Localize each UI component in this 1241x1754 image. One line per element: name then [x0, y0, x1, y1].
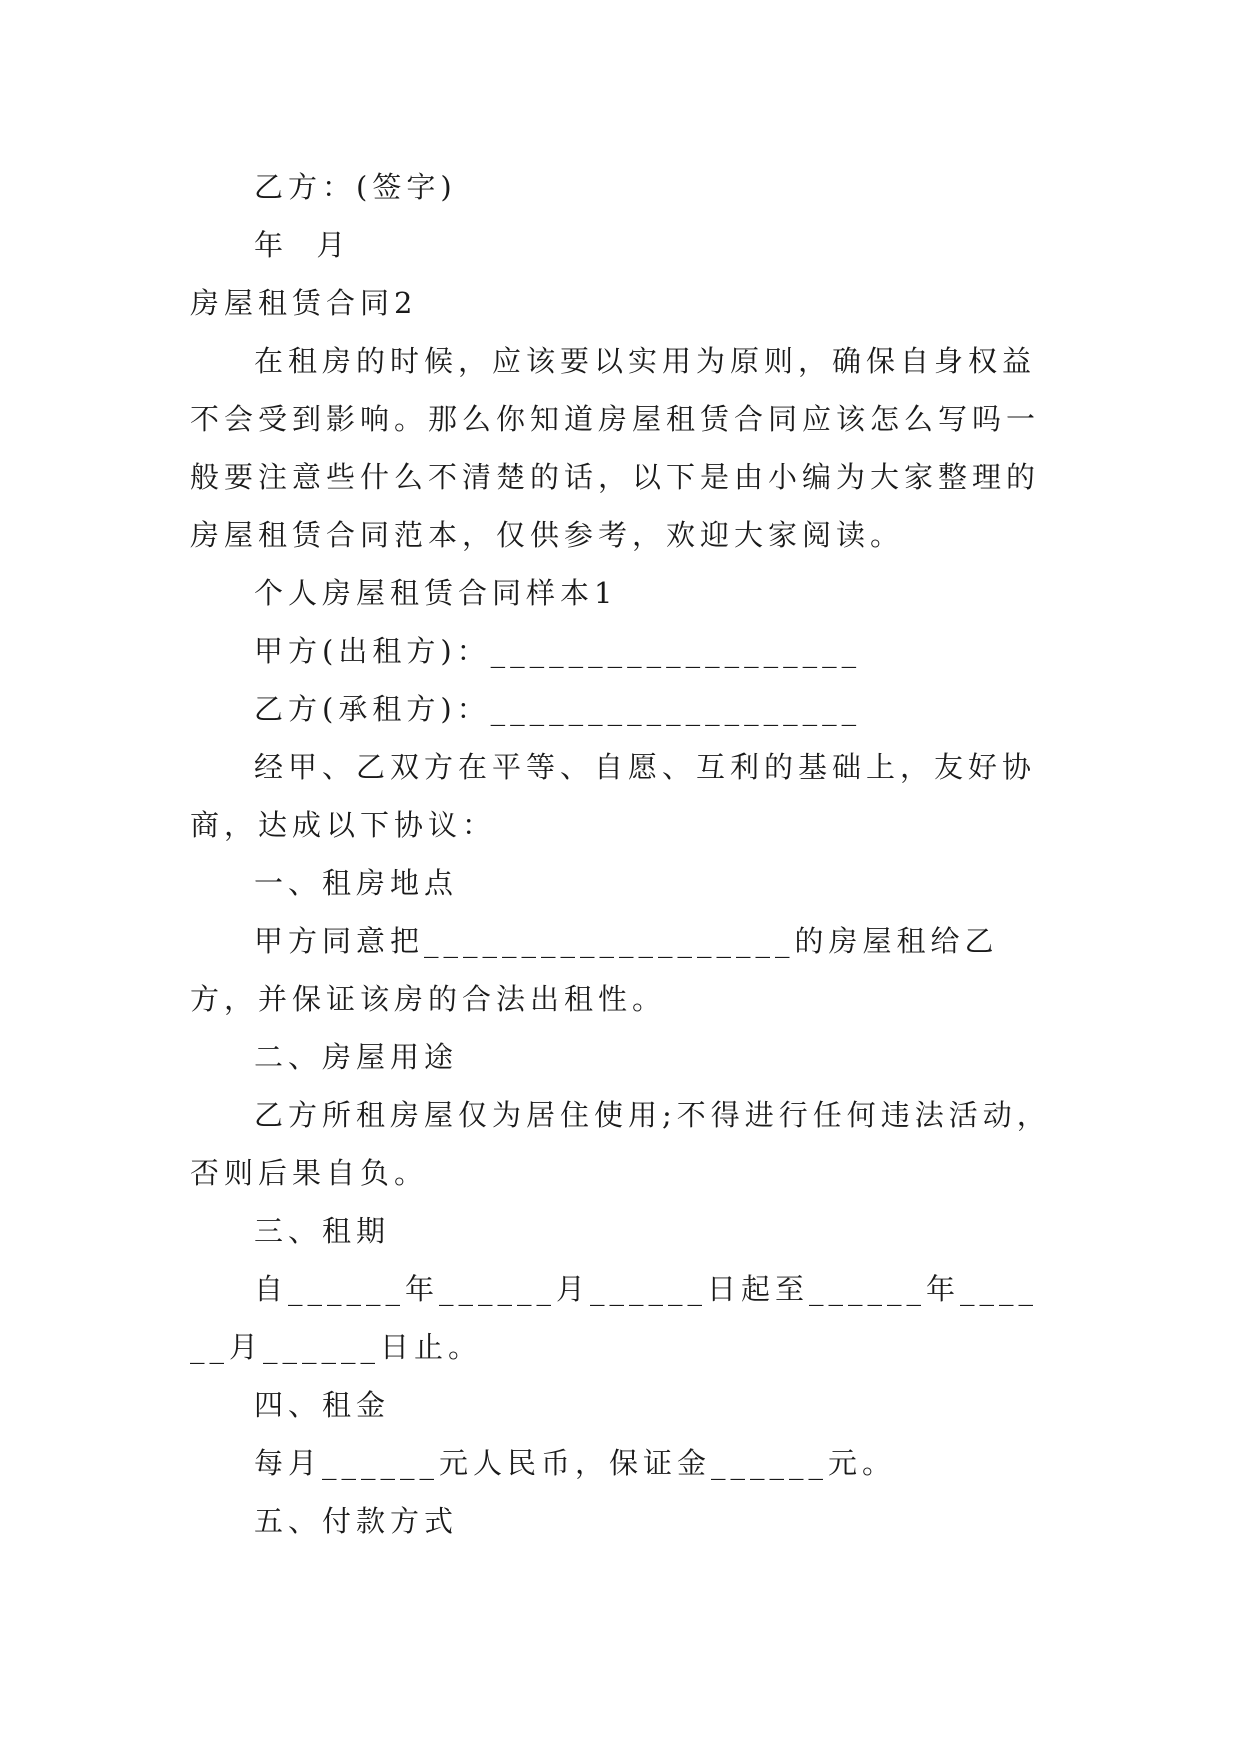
section-heading-location: 一、租房地点 [254, 866, 459, 900]
signature-date: 年 月 [254, 228, 351, 262]
party-b-line: 乙方(承租方)：___________________ [254, 692, 862, 726]
section-heading-payment: 五、付款方式 [254, 1504, 459, 1538]
section-heading-rent: 四、租金 [254, 1388, 391, 1422]
section-body-rent: 每月______元人民币，保证金______元。 [254, 1446, 897, 1480]
sample-title: 个人房屋租赁合同样本1 [254, 576, 618, 610]
document-body [190, 158, 1052, 1550]
party-a-line: 甲方(出租方)：___________________ [254, 634, 862, 668]
section-body-usage: 乙方所租房屋仅为居住使用;不得进行任何违法活动，否则后果自负。 [190, 1098, 1051, 1190]
signature-party-b: 乙方：(签字) [254, 170, 457, 204]
section-body-location: 甲方同意把___________________的房屋租给乙方，并保证该房的合法出租性。 [190, 924, 999, 1016]
section-heading-usage: 二、房屋用途 [254, 1040, 459, 1074]
intro-paragraph: 在租房的时候，应该要以实用为原则，确保自身权益不会受到影响。那么你知道房屋租赁合同应该怎么写吗一般要注意些什么不清楚的话，以下是由小编为大家整理的房屋租赁合同范本，仅供参考，欢迎大家阅读。 [190, 344, 1041, 552]
section-body-term: 自______年______月______日起至______年______月______日止。 [190, 1272, 1039, 1364]
agreement-paragraph: 经甲、乙双方在平等、自愿、互利的基础上，友好协商，达成以下协议： [190, 750, 1037, 842]
section-heading-term: 三、租期 [254, 1214, 391, 1248]
contract-title: 房屋租赁合同2 [190, 286, 418, 320]
